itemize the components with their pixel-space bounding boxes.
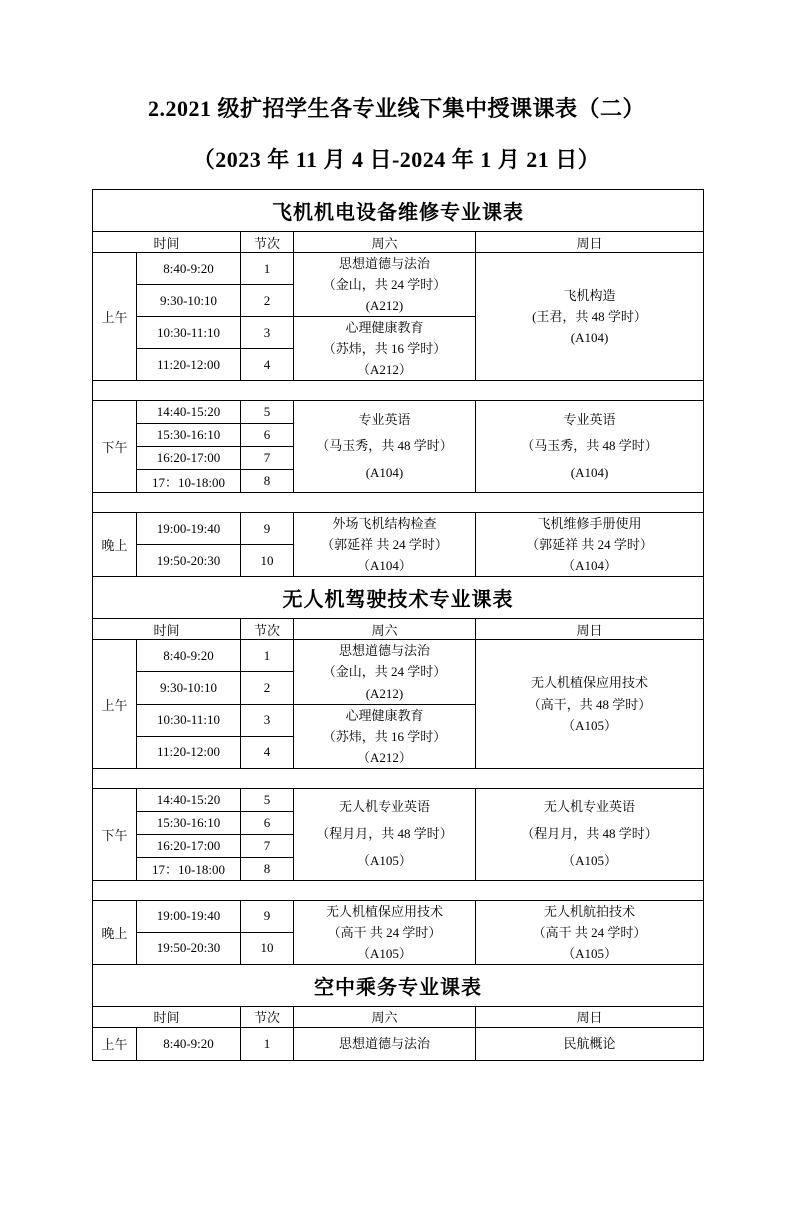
course-room: (A104) <box>570 465 609 481</box>
period-cell: 下午 <box>93 788 137 880</box>
course-cell <box>476 401 704 493</box>
session-cell: 9 <box>241 513 294 545</box>
course-info: （郭延祥 共 24 学时） <box>321 537 448 553</box>
col-header-session: 节次 <box>241 1006 294 1027</box>
course-room: （A104） <box>357 558 412 574</box>
course-info: （程月月，共 48 学时） <box>521 825 658 841</box>
course-name: 专业英语 <box>358 411 411 427</box>
course-name: 外场飞机结构检查 <box>332 516 437 532</box>
time-cell: 15:30-16:10 <box>137 811 241 834</box>
course-name: 无人机专业英语 <box>338 799 430 815</box>
session-cell: 7 <box>241 834 294 857</box>
col-header-session: 节次 <box>241 619 294 640</box>
course-room: (A104) <box>570 330 609 346</box>
session-cell: 4 <box>241 736 294 768</box>
course-info: （郭延祥 共 24 学时） <box>526 537 653 553</box>
course-cell <box>294 704 476 768</box>
col-header-saturday: 周六 <box>294 1006 476 1027</box>
time-cell: 11:20-12:00 <box>137 736 241 768</box>
period-cell: 上午 <box>93 640 137 768</box>
time-cell: 10:30-11:10 <box>137 704 241 736</box>
session-cell: 8 <box>241 857 294 880</box>
course-name: 专业英语 <box>563 411 616 427</box>
session-cell: 2 <box>241 285 294 317</box>
session-cell: 5 <box>241 788 294 811</box>
course-cell <box>476 253 704 381</box>
col-header-sunday: 周日 <box>476 619 704 640</box>
course-info: （马玉秀，共 48 学时） <box>521 438 658 454</box>
course-cell <box>294 401 476 493</box>
course-cell <box>476 900 704 964</box>
course-name: 无人机植保应用技术 <box>325 903 443 919</box>
time-cell: 9:30-10:10 <box>137 672 241 704</box>
course-cell <box>294 640 476 704</box>
col-header-time: 时间 <box>93 1006 241 1027</box>
col-header-time: 时间 <box>93 232 241 253</box>
course-info: （苏炜，共 16 学时） <box>322 341 447 357</box>
table-title-cabin-crew: 空中乘务专业课表 <box>93 964 704 1006</box>
course-room: （A105） <box>562 945 617 961</box>
time-cell: 17：10-18:00 <box>137 857 241 880</box>
course-cell <box>294 317 476 381</box>
course-room: （A212） <box>357 362 412 378</box>
time-cell: 16:20-17:00 <box>137 834 241 857</box>
session-cell: 9 <box>241 900 294 932</box>
time-cell: 16:20-17:00 <box>137 447 241 470</box>
course-cell <box>294 900 476 964</box>
course-cell <box>294 1027 476 1060</box>
separator-row <box>93 381 704 401</box>
course-name: 无人机专业英语 <box>544 799 636 815</box>
course-room: (A212) <box>365 298 404 314</box>
course-name: 无人机航拍技术 <box>544 903 636 919</box>
col-header-saturday: 周六 <box>294 619 476 640</box>
course-room: （A212） <box>357 749 412 765</box>
course-room: （A105） <box>357 852 412 868</box>
col-header-time: 时间 <box>93 619 241 640</box>
session-cell: 6 <box>241 424 294 447</box>
course-cell <box>476 788 704 880</box>
time-cell: 19:00-19:40 <box>137 900 241 932</box>
course-cell <box>294 513 476 577</box>
period-cell: 晚上 <box>93 513 137 577</box>
period-cell: 上午 <box>93 253 137 381</box>
separator-row <box>93 768 704 788</box>
course-name: 飞机构造 <box>563 288 616 304</box>
time-cell: 11:20-12:00 <box>137 349 241 381</box>
course-room: （A105） <box>562 852 617 868</box>
course-name: 心理健康教育 <box>345 320 424 336</box>
time-cell: 14:40-15:20 <box>137 401 241 424</box>
time-cell: 19:50-20:30 <box>137 545 241 577</box>
course-info: （苏炜，共 16 学时） <box>322 728 447 744</box>
col-header-session: 节次 <box>241 232 294 253</box>
course-info: （金山，共 24 学时） <box>322 664 447 680</box>
course-cell <box>294 253 476 317</box>
course-room: (A212) <box>365 685 404 701</box>
course-name: 思想道德与法治 <box>338 643 430 659</box>
session-cell: 10 <box>241 932 294 964</box>
course-cell <box>476 513 704 577</box>
course-info: （高干 共 24 学时） <box>532 924 647 940</box>
course-name: 飞机维修手册使用 <box>537 516 642 532</box>
session-cell: 1 <box>241 1027 294 1060</box>
course-info: （程月月，共 48 学时） <box>316 825 453 841</box>
time-cell: 19:50-20:30 <box>137 932 241 964</box>
session-cell: 6 <box>241 811 294 834</box>
time-cell: 15:30-16:10 <box>137 424 241 447</box>
course-name: 无人机植保应用技术 <box>531 675 649 691</box>
session-cell: 7 <box>241 447 294 470</box>
session-cell: 10 <box>241 545 294 577</box>
time-cell: 8:40-9:20 <box>137 253 241 285</box>
time-cell: 17：10-18:00 <box>137 470 241 493</box>
document-title-line2: （2023 年 11 月 4 日-2024 年 1 月 21 日） <box>192 147 601 172</box>
period-cell: 下午 <box>93 401 137 493</box>
col-header-saturday: 周六 <box>294 232 476 253</box>
session-cell: 1 <box>241 640 294 672</box>
session-cell: 4 <box>241 349 294 381</box>
table-title-aircraft-maintenance: 飞机机电设备维修专业课表 <box>93 190 704 232</box>
separator-row <box>93 880 704 900</box>
period-cell: 上午 <box>93 1027 137 1060</box>
session-cell: 3 <box>241 704 294 736</box>
session-cell: 8 <box>241 470 294 493</box>
course-info: (王君，共 48 学时） <box>532 309 647 325</box>
time-cell: 9:30-10:10 <box>137 285 241 317</box>
time-cell: 14:40-15:20 <box>137 788 241 811</box>
course-info: （马玉秀，共 48 学时） <box>316 438 453 454</box>
course-room: （A104） <box>562 558 617 574</box>
time-cell: 10:30-11:10 <box>137 317 241 349</box>
course-room: （A105） <box>357 945 412 961</box>
course-room: (A104) <box>365 465 404 481</box>
session-cell: 1 <box>241 253 294 285</box>
session-cell: 3 <box>241 317 294 349</box>
course-cell <box>476 640 704 768</box>
session-cell: 2 <box>241 672 294 704</box>
col-header-sunday: 周日 <box>476 232 704 253</box>
course-name: 思想道德与法治 <box>338 256 430 271</box>
course-info: （高干，共 48 学时） <box>527 696 652 712</box>
course-cell <box>476 1027 704 1060</box>
course-name: 心理健康教育 <box>345 707 424 723</box>
course-room: （A105） <box>562 717 617 733</box>
time-cell: 8:40-9:20 <box>137 1027 241 1060</box>
course-name: 思想道德与法治 <box>338 1036 430 1052</box>
course-info: （金山，共 24 学时） <box>322 277 447 293</box>
period-cell: 晚上 <box>93 900 137 964</box>
course-name: 民航概论 <box>563 1036 616 1052</box>
schedule-table <box>92 189 704 1061</box>
time-cell: 19:00-19:40 <box>137 513 241 545</box>
course-info: （高干 共 24 学时） <box>327 924 442 940</box>
separator-row <box>93 493 704 513</box>
course-cell <box>294 788 476 880</box>
document-title-line1: 2.2021 级扩招学生各专业线下集中授课课表（二） <box>147 96 645 121</box>
col-header-sunday: 周日 <box>476 1006 704 1027</box>
time-cell: 8:40-9:20 <box>137 640 241 672</box>
session-cell: 5 <box>241 401 294 424</box>
table-title-uav-driving: 无人机驾驶技术专业课表 <box>93 577 704 619</box>
